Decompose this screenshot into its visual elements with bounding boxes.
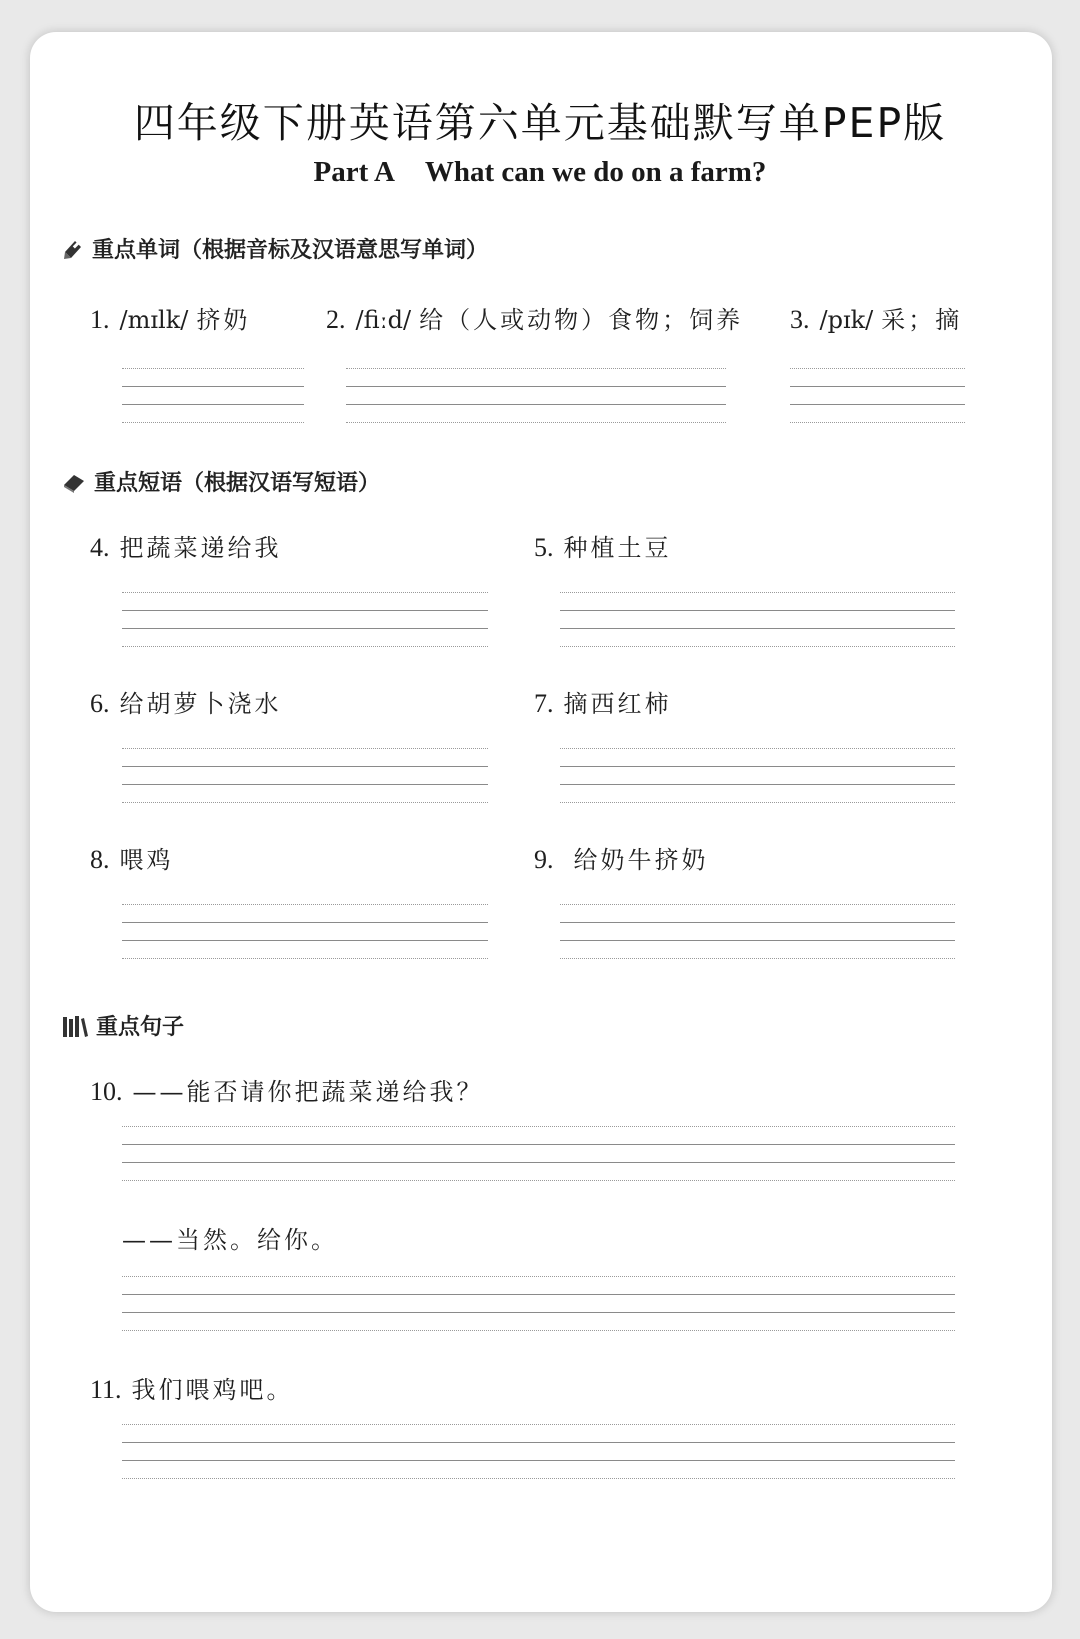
guide-line <box>122 1312 955 1313</box>
guide-line <box>790 422 965 423</box>
guide-line <box>346 386 726 387</box>
guide-line <box>122 802 488 803</box>
section-sentences-label: 重点句子 <box>96 1015 185 1040</box>
guide-line <box>122 1478 955 1479</box>
guide-line <box>560 904 955 905</box>
phonetic: /fiːd/ <box>355 306 412 334</box>
guide-line <box>122 766 488 767</box>
sentence-text: ——能否请你把蔬菜递给我？ <box>132 1078 484 1106</box>
answer-lines-1[interactable] <box>122 368 304 424</box>
phrase-text: 给胡萝卜浇水 <box>119 690 282 718</box>
section-words-header <box>62 233 488 264</box>
guide-line <box>122 422 304 423</box>
guide-line <box>122 1144 955 1145</box>
answer-lines-2[interactable] <box>346 368 726 424</box>
answer-lines-4[interactable] <box>122 592 488 648</box>
guide-line <box>346 422 726 423</box>
phrase-text: 把蔬菜递给我 <box>119 534 282 562</box>
guide-line <box>122 922 488 923</box>
answer-lines-10a[interactable] <box>122 1126 955 1182</box>
guide-line <box>122 748 488 749</box>
guide-line <box>560 766 955 767</box>
subtitle-part: Part A <box>313 156 395 188</box>
guide-line <box>122 646 488 647</box>
guide-line <box>122 610 488 611</box>
answer-lines-10b[interactable] <box>122 1276 955 1332</box>
answer-lines-5[interactable] <box>560 592 955 648</box>
word-item-2 <box>326 300 743 335</box>
books-icon <box>62 1014 88 1038</box>
sentence-text: ——当然。给你。 <box>122 1226 338 1254</box>
guide-line <box>560 628 955 629</box>
guide-line <box>122 1442 955 1443</box>
phrase-text: 喂鸡 <box>119 846 174 874</box>
sentence-item-10-reply <box>122 1220 338 1255</box>
page-subtitle <box>0 156 1080 189</box>
answer-lines-11[interactable] <box>122 1424 955 1480</box>
answer-lines-7[interactable] <box>560 748 955 804</box>
sentence-item-11 <box>90 1370 294 1405</box>
item-number: 2. <box>326 305 346 334</box>
guide-line <box>560 646 955 647</box>
phrase-item-8 <box>90 840 174 875</box>
guide-line <box>346 368 726 369</box>
guide-line <box>122 592 488 593</box>
item-number: 8. <box>90 845 110 874</box>
item-number: 1. <box>90 305 110 334</box>
guide-line <box>122 940 488 941</box>
guide-line <box>122 1126 955 1127</box>
sentence-item-10 <box>90 1072 484 1107</box>
guide-line <box>122 1294 955 1295</box>
meaning: 给（人或动物）食物；饲养 <box>419 306 744 334</box>
word-item-3 <box>790 300 962 335</box>
word-item-1 <box>90 300 250 335</box>
page-title: 四年级下册英语第六单元基础默写单PEP版 <box>133 99 947 147</box>
guide-line <box>122 1162 955 1163</box>
guide-line <box>122 1276 955 1277</box>
item-number: 9. <box>534 845 554 874</box>
meaning: 采；摘 <box>881 306 963 334</box>
phrase-item-5 <box>534 528 672 563</box>
item-number: 11. <box>90 1375 122 1404</box>
phonetic: /pɪk/ <box>819 306 874 334</box>
section-phrases-label: 重点短语（根据汉语写短语） <box>94 471 381 496</box>
guide-line <box>790 368 965 369</box>
meaning: 挤奶 <box>196 306 251 334</box>
answer-lines-3[interactable] <box>790 368 965 424</box>
answer-lines-6[interactable] <box>122 748 488 804</box>
phrase-item-9 <box>534 840 709 875</box>
guide-line <box>790 386 965 387</box>
guide-line <box>122 386 304 387</box>
guide-line <box>560 784 955 785</box>
sentence-text: 我们喂鸡吧。 <box>131 1376 294 1404</box>
guide-line <box>560 748 955 749</box>
answer-lines-9[interactable] <box>560 904 955 960</box>
guide-line <box>122 1460 955 1461</box>
section-words-label: 重点单词（根据音标及汉语意思写单词） <box>92 238 489 263</box>
section-phrases-header <box>62 466 380 497</box>
guide-line <box>790 404 965 405</box>
phrase-item-6 <box>90 684 282 719</box>
phrase-text: 种植土豆 <box>563 534 672 562</box>
item-number: 5. <box>534 533 554 562</box>
item-number: 3. <box>790 305 810 334</box>
guide-line <box>560 592 955 593</box>
guide-line <box>122 1180 955 1181</box>
section-sentences-header <box>62 1010 184 1041</box>
item-number: 6. <box>90 689 110 718</box>
guide-line <box>122 784 488 785</box>
guide-line <box>560 610 955 611</box>
item-number: 7. <box>534 689 554 718</box>
guide-line <box>122 404 304 405</box>
guide-line <box>122 1330 955 1331</box>
guide-line <box>122 1424 955 1425</box>
item-number: 10. <box>90 1077 123 1106</box>
guide-line <box>560 940 955 941</box>
phrase-item-7 <box>534 684 672 719</box>
phrase-text: 摘西红柿 <box>563 690 672 718</box>
pen-icon <box>62 238 84 260</box>
guide-line <box>560 958 955 959</box>
subtitle-question: What can we do on a farm? <box>424 156 767 188</box>
guide-line <box>560 802 955 803</box>
guide-line <box>122 368 304 369</box>
guide-line <box>346 404 726 405</box>
answer-lines-8[interactable] <box>122 904 488 960</box>
item-number: 4. <box>90 533 110 562</box>
guide-line <box>122 958 488 959</box>
phrase-text: 给奶牛挤奶 <box>573 846 709 874</box>
phonetic: /mɪlk/ <box>119 306 189 334</box>
guide-line <box>122 628 488 629</box>
guide-line <box>560 922 955 923</box>
guide-line <box>122 904 488 905</box>
eraser-icon <box>62 471 86 493</box>
phrase-item-4 <box>90 528 282 563</box>
